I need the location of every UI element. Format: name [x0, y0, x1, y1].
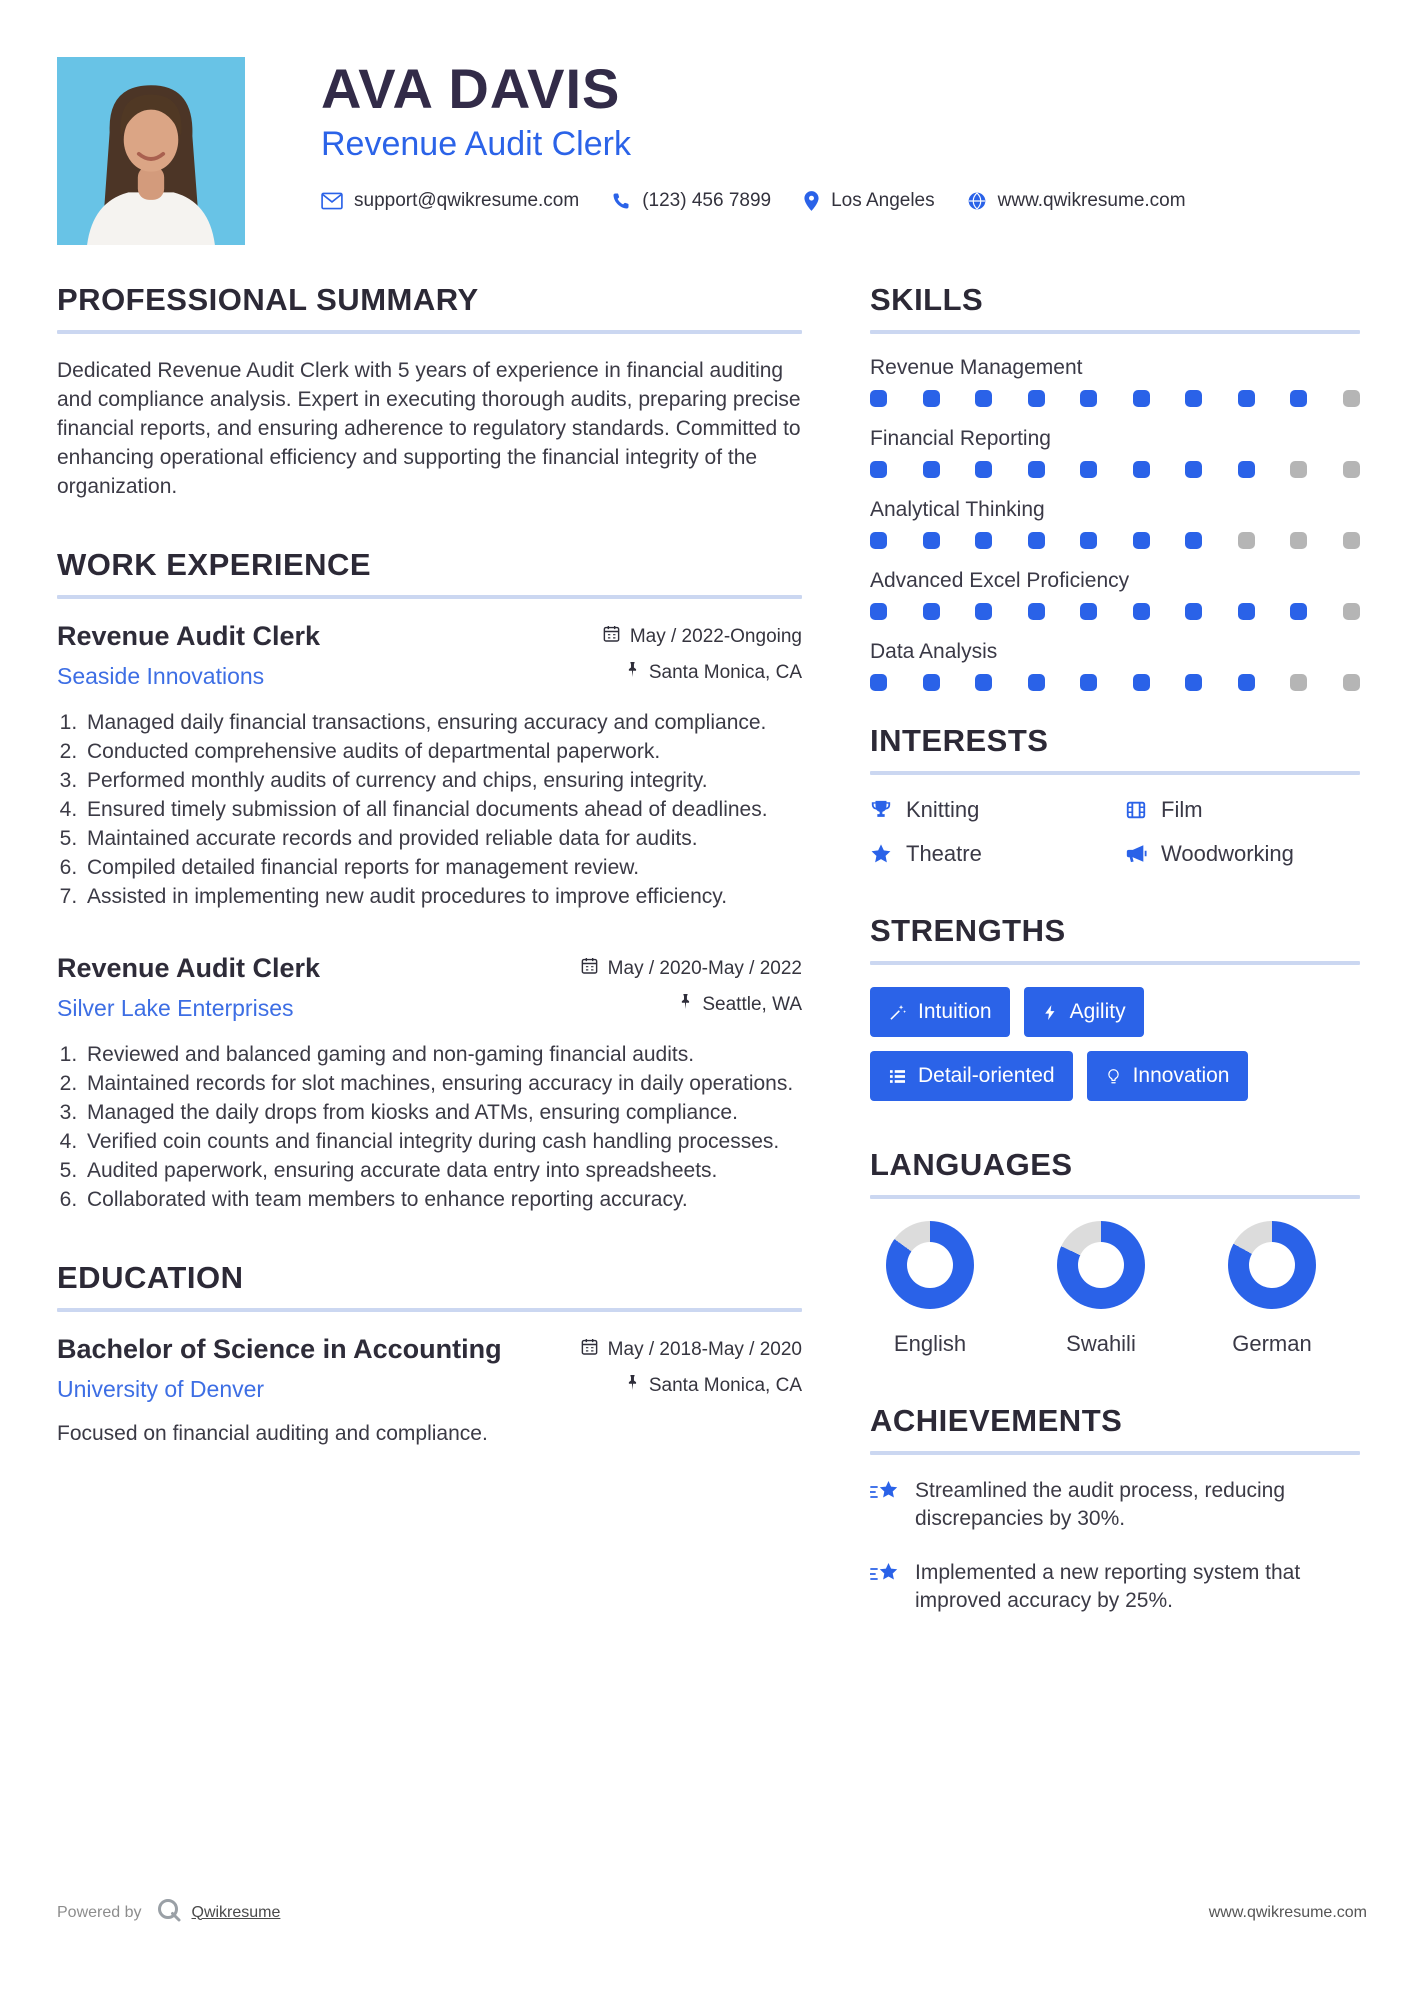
skill-label: Data Analysis	[870, 640, 998, 663]
skill-level-dots	[870, 390, 1360, 407]
job-bullet: 6. Collaborated with team members to enhance reporting accuracy.	[83, 1185, 802, 1214]
job-location	[678, 993, 802, 1016]
skill-item	[870, 569, 1360, 620]
skill-label: Analytical Thinking	[870, 498, 1045, 521]
education-dates	[580, 1337, 802, 1362]
skill-label: Revenue Management	[870, 356, 1083, 379]
wand-icon	[888, 1003, 907, 1022]
section-education	[57, 1260, 802, 1448]
strengths-heading: STRENGTHS	[870, 913, 1066, 948]
list-icon	[888, 1067, 907, 1086]
skill-dot	[870, 532, 887, 549]
job-header	[57, 953, 802, 1022]
skill-dot	[975, 532, 992, 549]
interest-label: Theatre	[906, 841, 982, 866]
skill-dot	[1290, 674, 1307, 691]
job-title: Revenue Audit Clerk	[57, 953, 321, 983]
interests-heading: INTERESTS	[870, 723, 1049, 758]
section-skills	[870, 282, 1360, 691]
job-bullet: 3. Managed the daily drops from kiosks and ATMs, ensuring compliance.	[83, 1098, 802, 1127]
work-heading: WORK EXPERIENCE	[57, 547, 372, 582]
resume-header	[0, 0, 1407, 245]
skill-dot	[1343, 461, 1360, 478]
right-column	[870, 282, 1360, 1661]
job-location-text: Santa Monica, CA	[648, 661, 802, 683]
contact-row	[321, 190, 1204, 212]
skills-list	[870, 356, 1360, 691]
job-bullet: 2. Conducted comprehensive audits of departmental paperwork.	[83, 737, 802, 766]
location-pin-icon	[803, 190, 820, 212]
section-divider	[57, 595, 802, 599]
degree-title: Bachelor of Science in Accounting	[57, 1334, 502, 1364]
pushpin-icon	[678, 993, 693, 1016]
skill-item	[870, 356, 1360, 407]
profile-photo	[57, 57, 245, 245]
interest-item	[870, 797, 1105, 823]
skill-dot	[923, 674, 940, 691]
globe-icon	[967, 191, 987, 211]
job-bullet: 3. Performed monthly audits of currency and chips, ensuring integrity.	[83, 766, 802, 795]
skill-level-dots	[870, 532, 1360, 549]
job-date-text: May / 2020-May / 2022	[607, 957, 802, 979]
skill-dot	[1185, 603, 1202, 620]
megaphone-icon	[1125, 843, 1147, 865]
powered-by-text: Powered by	[57, 1903, 142, 1921]
skill-dot	[1185, 390, 1202, 407]
strength-badge	[1024, 987, 1144, 1037]
section-summary	[57, 282, 802, 501]
education-location	[625, 1374, 802, 1397]
skill-item	[870, 427, 1360, 478]
job-bullet: 4. Ensured timely submission of all financial documents ahead of deadlines.	[83, 795, 802, 824]
shooting-star-icon	[870, 1559, 900, 1615]
contact-location-text: Los Angeles	[831, 190, 935, 211]
section-achievements	[870, 1403, 1360, 1615]
education-date-text: May / 2018-May / 2020	[607, 1338, 802, 1360]
skill-dot	[1343, 390, 1360, 407]
skill-dot	[1080, 390, 1097, 407]
skill-dot	[1343, 603, 1360, 620]
job-meta	[602, 621, 802, 690]
job-bullet: 5. Maintained accurate records and provided reliable data for audits.	[83, 824, 802, 853]
job-bullet: 5. Audited paperwork, ensuring accurate data entry into spreadsheets.	[83, 1156, 802, 1185]
job-title-block	[57, 953, 320, 1022]
language-item	[1212, 1221, 1332, 1357]
skill-dot	[1290, 603, 1307, 620]
skill-dot	[870, 461, 887, 478]
trophy-icon	[870, 799, 892, 821]
languages-list	[870, 1221, 1332, 1357]
job-bullet: 6. Compiled detailed financial reports for management review.	[83, 853, 802, 882]
interest-item	[1125, 841, 1360, 867]
language-name: German	[1232, 1331, 1312, 1356]
calendar-icon	[580, 1337, 599, 1362]
job-bullets	[57, 1040, 802, 1214]
bulb-icon	[1105, 1067, 1122, 1086]
language-donut-chart	[1228, 1221, 1316, 1309]
strength-label: Innovation	[1132, 1064, 1230, 1087]
section-divider	[57, 330, 802, 334]
job-company-link[interactable]: Seaside Innovations	[57, 663, 265, 689]
contact-email[interactable]	[321, 190, 579, 212]
job-bullet: 4. Verified coin counts and financial integrity during cash handling processes.	[83, 1127, 802, 1156]
skill-dot	[1238, 390, 1255, 407]
skill-level-dots	[870, 674, 1360, 691]
strength-label: Agility	[1069, 1000, 1126, 1023]
resume-body	[0, 245, 1407, 1661]
language-name: Swahili	[1066, 1331, 1136, 1356]
strengths-list	[870, 987, 1360, 1101]
qwikresume-logo-icon	[156, 1897, 182, 1928]
interest-item	[870, 841, 1105, 867]
interest-label: Film	[1161, 797, 1203, 822]
skill-dot	[1080, 532, 1097, 549]
achievements-heading: ACHIEVEMENTS	[870, 1403, 1123, 1438]
skill-dot	[1290, 532, 1307, 549]
skill-label: Financial Reporting	[870, 427, 1051, 450]
skill-level-dots	[870, 461, 1360, 478]
shooting-star-icon	[870, 1477, 900, 1533]
skill-dot	[1133, 603, 1150, 620]
job-bullet: 1. Managed daily financial transactions, ensuring accuracy and compliance.	[83, 708, 802, 737]
section-work-experience	[57, 547, 802, 1214]
job-location	[625, 661, 802, 684]
strength-badge	[1087, 1051, 1248, 1101]
job-date-text: May / 2022-Ongoing	[629, 625, 802, 647]
skill-dot	[870, 603, 887, 620]
skill-dot	[975, 390, 992, 407]
skill-dot	[923, 532, 940, 549]
skill-dot	[923, 603, 940, 620]
job-bullet: 7. Assisted in implementing new audit procedures to improve efficiency.	[83, 882, 802, 911]
skill-dot	[923, 390, 940, 407]
summary-heading: PROFESSIONAL SUMMARY	[57, 282, 479, 317]
skill-dot	[1028, 390, 1045, 407]
skill-dot	[1343, 674, 1360, 691]
education-location-text: Santa Monica, CA	[648, 1374, 802, 1396]
skill-dot	[1133, 674, 1150, 691]
strength-badge	[870, 987, 1010, 1037]
section-divider	[870, 1451, 1360, 1455]
contact-phone-text: (123) 456 7899	[642, 190, 772, 211]
skill-dot	[1080, 674, 1097, 691]
achievement-text: Implemented a new reporting system that improved accuracy by 25%.	[915, 1561, 1301, 1612]
phone-icon	[611, 191, 631, 211]
interests-grid	[870, 797, 1360, 867]
section-interests	[870, 723, 1360, 867]
left-column	[57, 282, 802, 1494]
job-company-link[interactable]: Silver Lake Enterprises	[57, 995, 294, 1021]
job-location-text: Seattle, WA	[702, 993, 802, 1015]
qwikresume-link[interactable]: Qwikresume	[191, 1903, 281, 1921]
skill-dot	[923, 461, 940, 478]
skill-dot	[1133, 390, 1150, 407]
school-link[interactable]: University of Denver	[57, 1376, 265, 1402]
star-icon	[870, 843, 892, 865]
strength-label: Detail-oriented	[918, 1064, 1055, 1087]
skill-dot	[1028, 532, 1045, 549]
skill-dot	[1290, 390, 1307, 407]
contact-email-text: support@qwikresume.com	[354, 190, 580, 211]
skill-dot	[870, 674, 887, 691]
job-bullet: 1. Reviewed and balanced gaming and non-gaming financial audits.	[83, 1040, 802, 1069]
pushpin-icon	[625, 661, 640, 684]
section-divider	[57, 1308, 802, 1312]
candidate-name: AVA DAVIS	[321, 57, 621, 120]
education-title-block	[57, 1334, 502, 1403]
footer-website-link[interactable]: www.qwikresume.com	[1208, 1903, 1367, 1921]
skill-dot	[1028, 674, 1045, 691]
skill-dot	[1080, 461, 1097, 478]
resume-footer	[57, 1897, 1367, 1928]
skill-dot	[1080, 603, 1097, 620]
skill-item	[870, 498, 1360, 549]
header-text	[321, 57, 1204, 245]
education-heading: EDUCATION	[57, 1260, 244, 1295]
interest-label: Knitting	[906, 797, 980, 822]
contact-website-text: www.qwikresume.com	[997, 190, 1186, 211]
education-entry	[57, 1334, 802, 1448]
job-dates	[580, 956, 802, 981]
section-divider	[870, 330, 1360, 334]
skill-dot	[1185, 674, 1202, 691]
skill-dot	[975, 674, 992, 691]
strength-badge	[870, 1051, 1073, 1101]
skill-dot	[975, 603, 992, 620]
skill-item	[870, 640, 1360, 691]
language-item	[870, 1221, 990, 1357]
skill-dot	[1028, 461, 1045, 478]
profile-photo-illustration	[57, 57, 245, 245]
job-title-block	[57, 621, 320, 690]
education-meta	[580, 1334, 802, 1403]
skill-dot	[975, 461, 992, 478]
job-entry	[57, 953, 802, 1214]
job-entry	[57, 621, 802, 911]
summary-text: Dedicated Revenue Audit Clerk with 5 years of experience in financial auditing and compliance analysis. Expert in executing thorough audits, preparing precise financial reports, and ensuring adherence to regulatory standards. Committed to enhancing operational efficiency and supporting the financial integrity of the organization.	[57, 359, 801, 498]
skill-dot	[1133, 532, 1150, 549]
skill-dot	[1133, 461, 1150, 478]
section-divider	[870, 771, 1360, 775]
section-languages	[870, 1147, 1360, 1357]
job-header	[57, 621, 802, 690]
skill-dot	[1185, 532, 1202, 549]
job-title: Revenue Audit Clerk	[57, 621, 321, 651]
skill-label: Advanced Excel Proficiency	[870, 569, 1130, 592]
calendar-icon	[602, 624, 621, 649]
skill-dot	[1238, 603, 1255, 620]
languages-heading: LANGUAGES	[870, 1147, 1073, 1182]
email-icon	[321, 192, 343, 210]
calendar-icon	[580, 956, 599, 981]
achievement-text: Streamlined the audit process, reducing discrepancies by 30%.	[915, 1479, 1286, 1530]
education-header	[57, 1334, 802, 1403]
language-name: English	[893, 1331, 967, 1356]
film-icon	[1125, 799, 1147, 821]
skill-dot	[1290, 461, 1307, 478]
skill-dot	[1343, 532, 1360, 549]
skill-dot	[1238, 461, 1255, 478]
achievement-item	[870, 1477, 1360, 1533]
skill-level-dots	[870, 603, 1360, 620]
contact-phone[interactable]	[611, 190, 771, 212]
job-bullets	[57, 708, 802, 911]
skill-dot	[1028, 603, 1045, 620]
pushpin-icon	[625, 1374, 640, 1397]
contact-website[interactable]	[967, 190, 1186, 212]
job-meta	[580, 953, 802, 1022]
section-divider	[870, 961, 1360, 965]
job-dates	[602, 624, 802, 649]
skill-dot	[1238, 532, 1255, 549]
bolt-icon	[1042, 1003, 1059, 1022]
section-divider	[870, 1195, 1360, 1199]
section-strengths	[870, 913, 1360, 1101]
language-donut-chart	[1057, 1221, 1145, 1309]
achievement-item	[870, 1559, 1360, 1615]
language-donut-chart	[886, 1221, 974, 1309]
language-item	[1041, 1221, 1161, 1357]
skill-dot	[1238, 674, 1255, 691]
candidate-title: Revenue Audit Clerk	[321, 125, 631, 163]
contact-location	[803, 190, 935, 212]
skills-heading: SKILLS	[870, 282, 984, 317]
interest-item	[1125, 797, 1360, 823]
job-bullet: 2. Maintained records for slot machines, ensuring accuracy in daily operations.	[83, 1069, 802, 1098]
skill-dot	[870, 390, 887, 407]
education-note: Focused on financial auditing and compliance.	[57, 1422, 488, 1445]
interest-label: Woodworking	[1161, 841, 1294, 866]
skill-dot	[1185, 461, 1202, 478]
strength-label: Intuition	[918, 1000, 992, 1023]
